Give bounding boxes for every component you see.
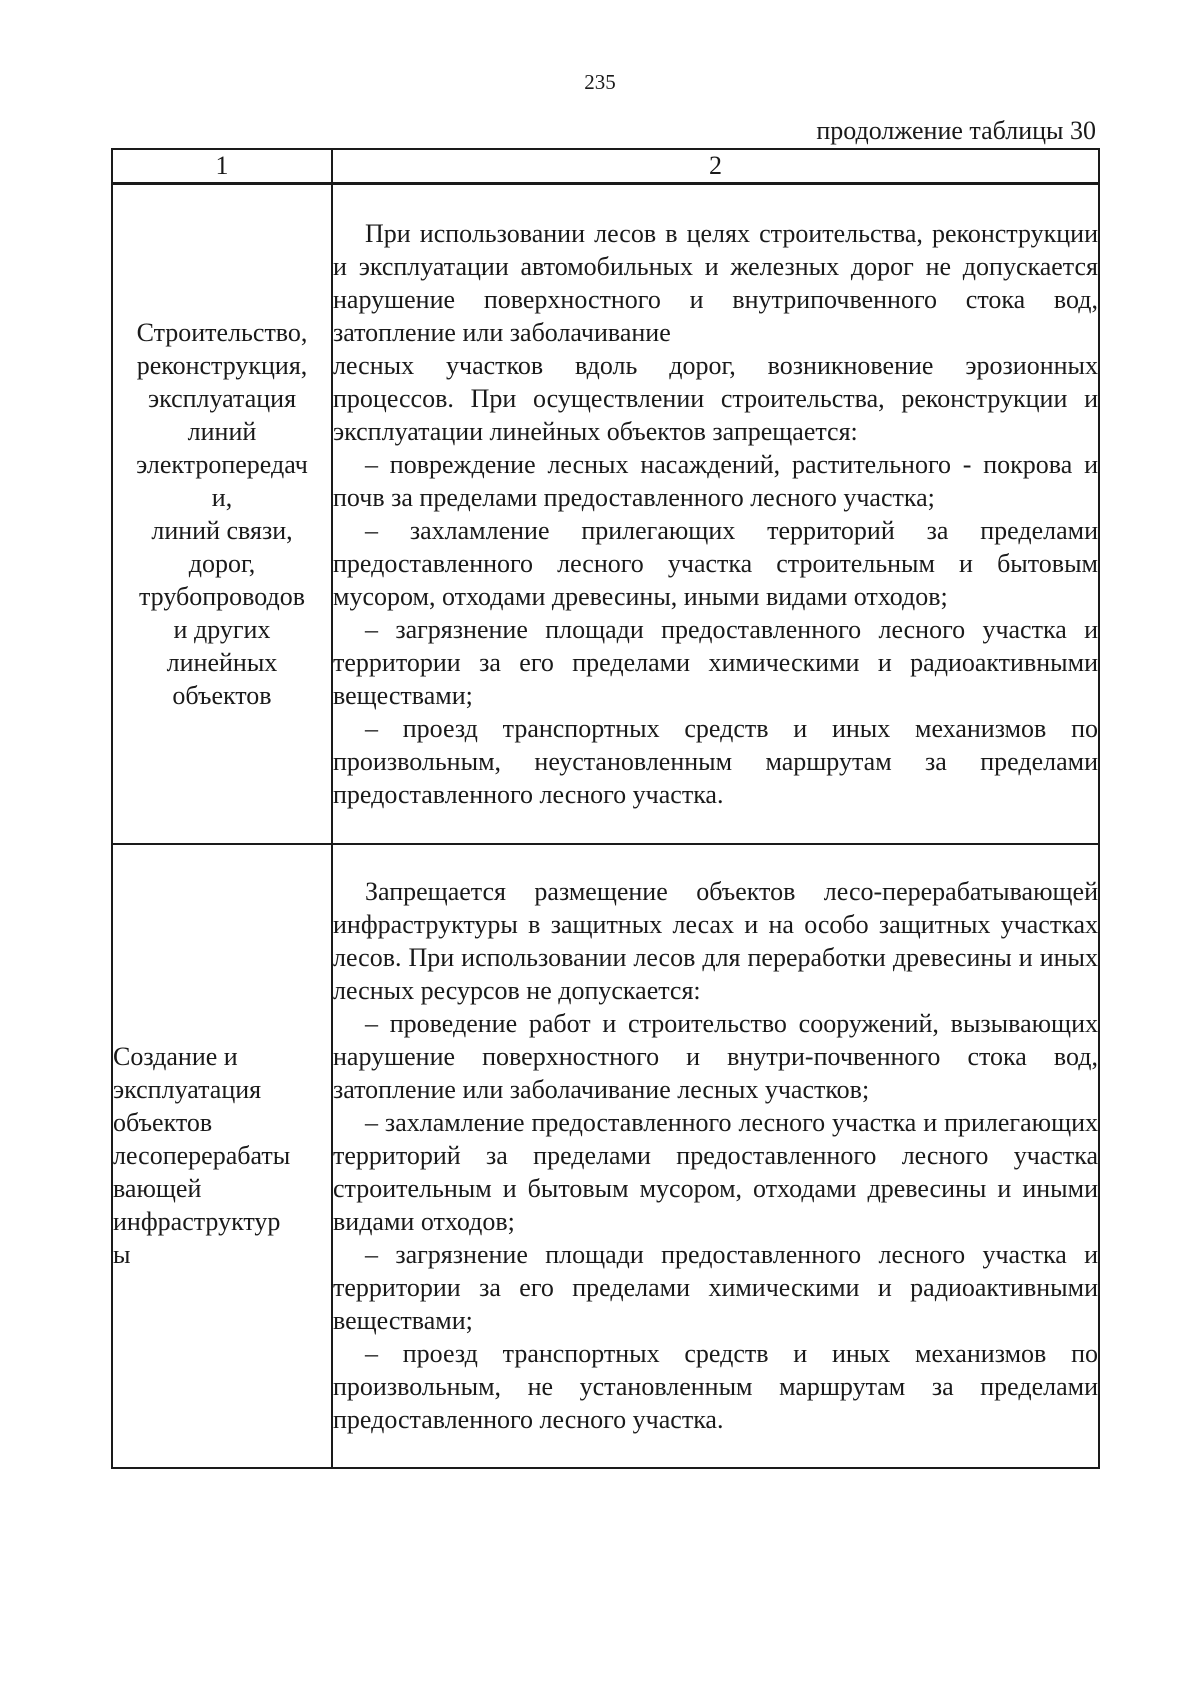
table-caption: продолжение таблицы 30 xyxy=(816,116,1096,145)
requirement-item: – захламление предоставленного лесного участка и прилегающих территорий за пределами предоставленного лесного участка строительным и бытовым мусором, отходами древесины и иными видами отходов; xyxy=(333,1108,1098,1236)
activity-label-line: вающей xyxy=(113,1174,202,1203)
regulations-table xyxy=(111,148,1100,1469)
requirements-cell xyxy=(332,844,1099,1468)
requirement-item: – повреждение лесных насаждений, растительного - покрова и почв за пределами предоставленного лесного участка; xyxy=(333,449,1098,512)
activity-label-line: эксплуатация xyxy=(147,383,297,413)
requirement-item: – проведение работ и строительство сооружений, вызывающих нарушение поверхностного и внутри-почвенного стока вод, затопление или заболачивание лесных участков; xyxy=(333,1009,1098,1104)
activity-label-line: и других xyxy=(173,614,271,644)
requirement-item: – загрязнение площади предоставленного лесного участка и территории за его пределами химическими и радиоактивными веществами; xyxy=(333,1240,1098,1335)
activity-label-line: линий xyxy=(187,416,257,446)
requirement-item: – проезд транспортных средств и иных механизмов по произвольным, неустановленным маршрутам за пределами предоставленного лесного участка. xyxy=(333,713,1098,809)
activity-label-line: трубопроводов xyxy=(139,581,305,611)
column-header-1: 1 xyxy=(112,149,332,184)
activity-label-line: объектов xyxy=(172,680,272,710)
activity-label-line: инфраструктур xyxy=(113,1207,281,1236)
activity-label-line: ы xyxy=(113,1240,131,1269)
activity-label-line: дорог, xyxy=(188,548,256,578)
requirement-paragraph: лесных участков вдоль дорог, возникновение эрозионных процессов. При осуществлении строительства, реконструкции и эксплуатации линейных объектов запрещается: xyxy=(333,350,1098,446)
page-number: 235 xyxy=(584,70,616,94)
activity-label-line: эксплуатация xyxy=(113,1075,262,1104)
requirement-paragraph: При использовании лесов в целях строительства, реконструкции и эксплуатации автомобильных и железных дорог не допускается нарушение поверхностного и внутрипочвенного стока вод, затопление или заболачивание xyxy=(333,218,1098,347)
activity-label-line: лесоперерабаты xyxy=(113,1141,291,1170)
activity-label-line: объектов xyxy=(113,1108,213,1137)
requirement-item: – загрязнение площади предоставленного лесного участка и территории за его пределами химическими и радиоактивными веществами; xyxy=(333,614,1098,710)
table-header-row xyxy=(112,149,1099,184)
requirement-paragraph: Запрещается размещение объектов лесо-перерабатывающей инфраструктуры в защитных лесах и на особо защитных участках лесов. При использовании лесов для переработки древесины и иных лесных ресурсов не допускается: xyxy=(333,877,1098,1005)
activity-label-line: реконструкция, xyxy=(136,350,308,380)
activity-label-line: Создание и xyxy=(113,1042,238,1071)
activity-label-line: и, xyxy=(211,482,233,512)
requirement-item: – проезд транспортных средств и иных механизмов по произвольным, не установленным маршрутам за пределами предоставленного лесного участка. xyxy=(333,1339,1098,1434)
requirements-cell xyxy=(332,184,1099,844)
activity-label-line: Строительство, xyxy=(136,317,308,347)
activity-label-line: линий связи, xyxy=(151,515,293,545)
activity-label-line: линейных xyxy=(166,647,278,677)
table-row xyxy=(112,844,1099,1468)
activity-label-line: электропередач xyxy=(136,449,308,479)
column-header-2: 2 xyxy=(332,149,1099,184)
activity-type-cell xyxy=(112,184,332,844)
table-row xyxy=(112,184,1099,844)
activity-type-cell xyxy=(112,844,332,1468)
requirement-item: – захламление прилегающих территорий за пределами предоставленного лесного участка строительным и бытовым мусором, отходами древесины, иными видами отходов; xyxy=(333,515,1098,611)
